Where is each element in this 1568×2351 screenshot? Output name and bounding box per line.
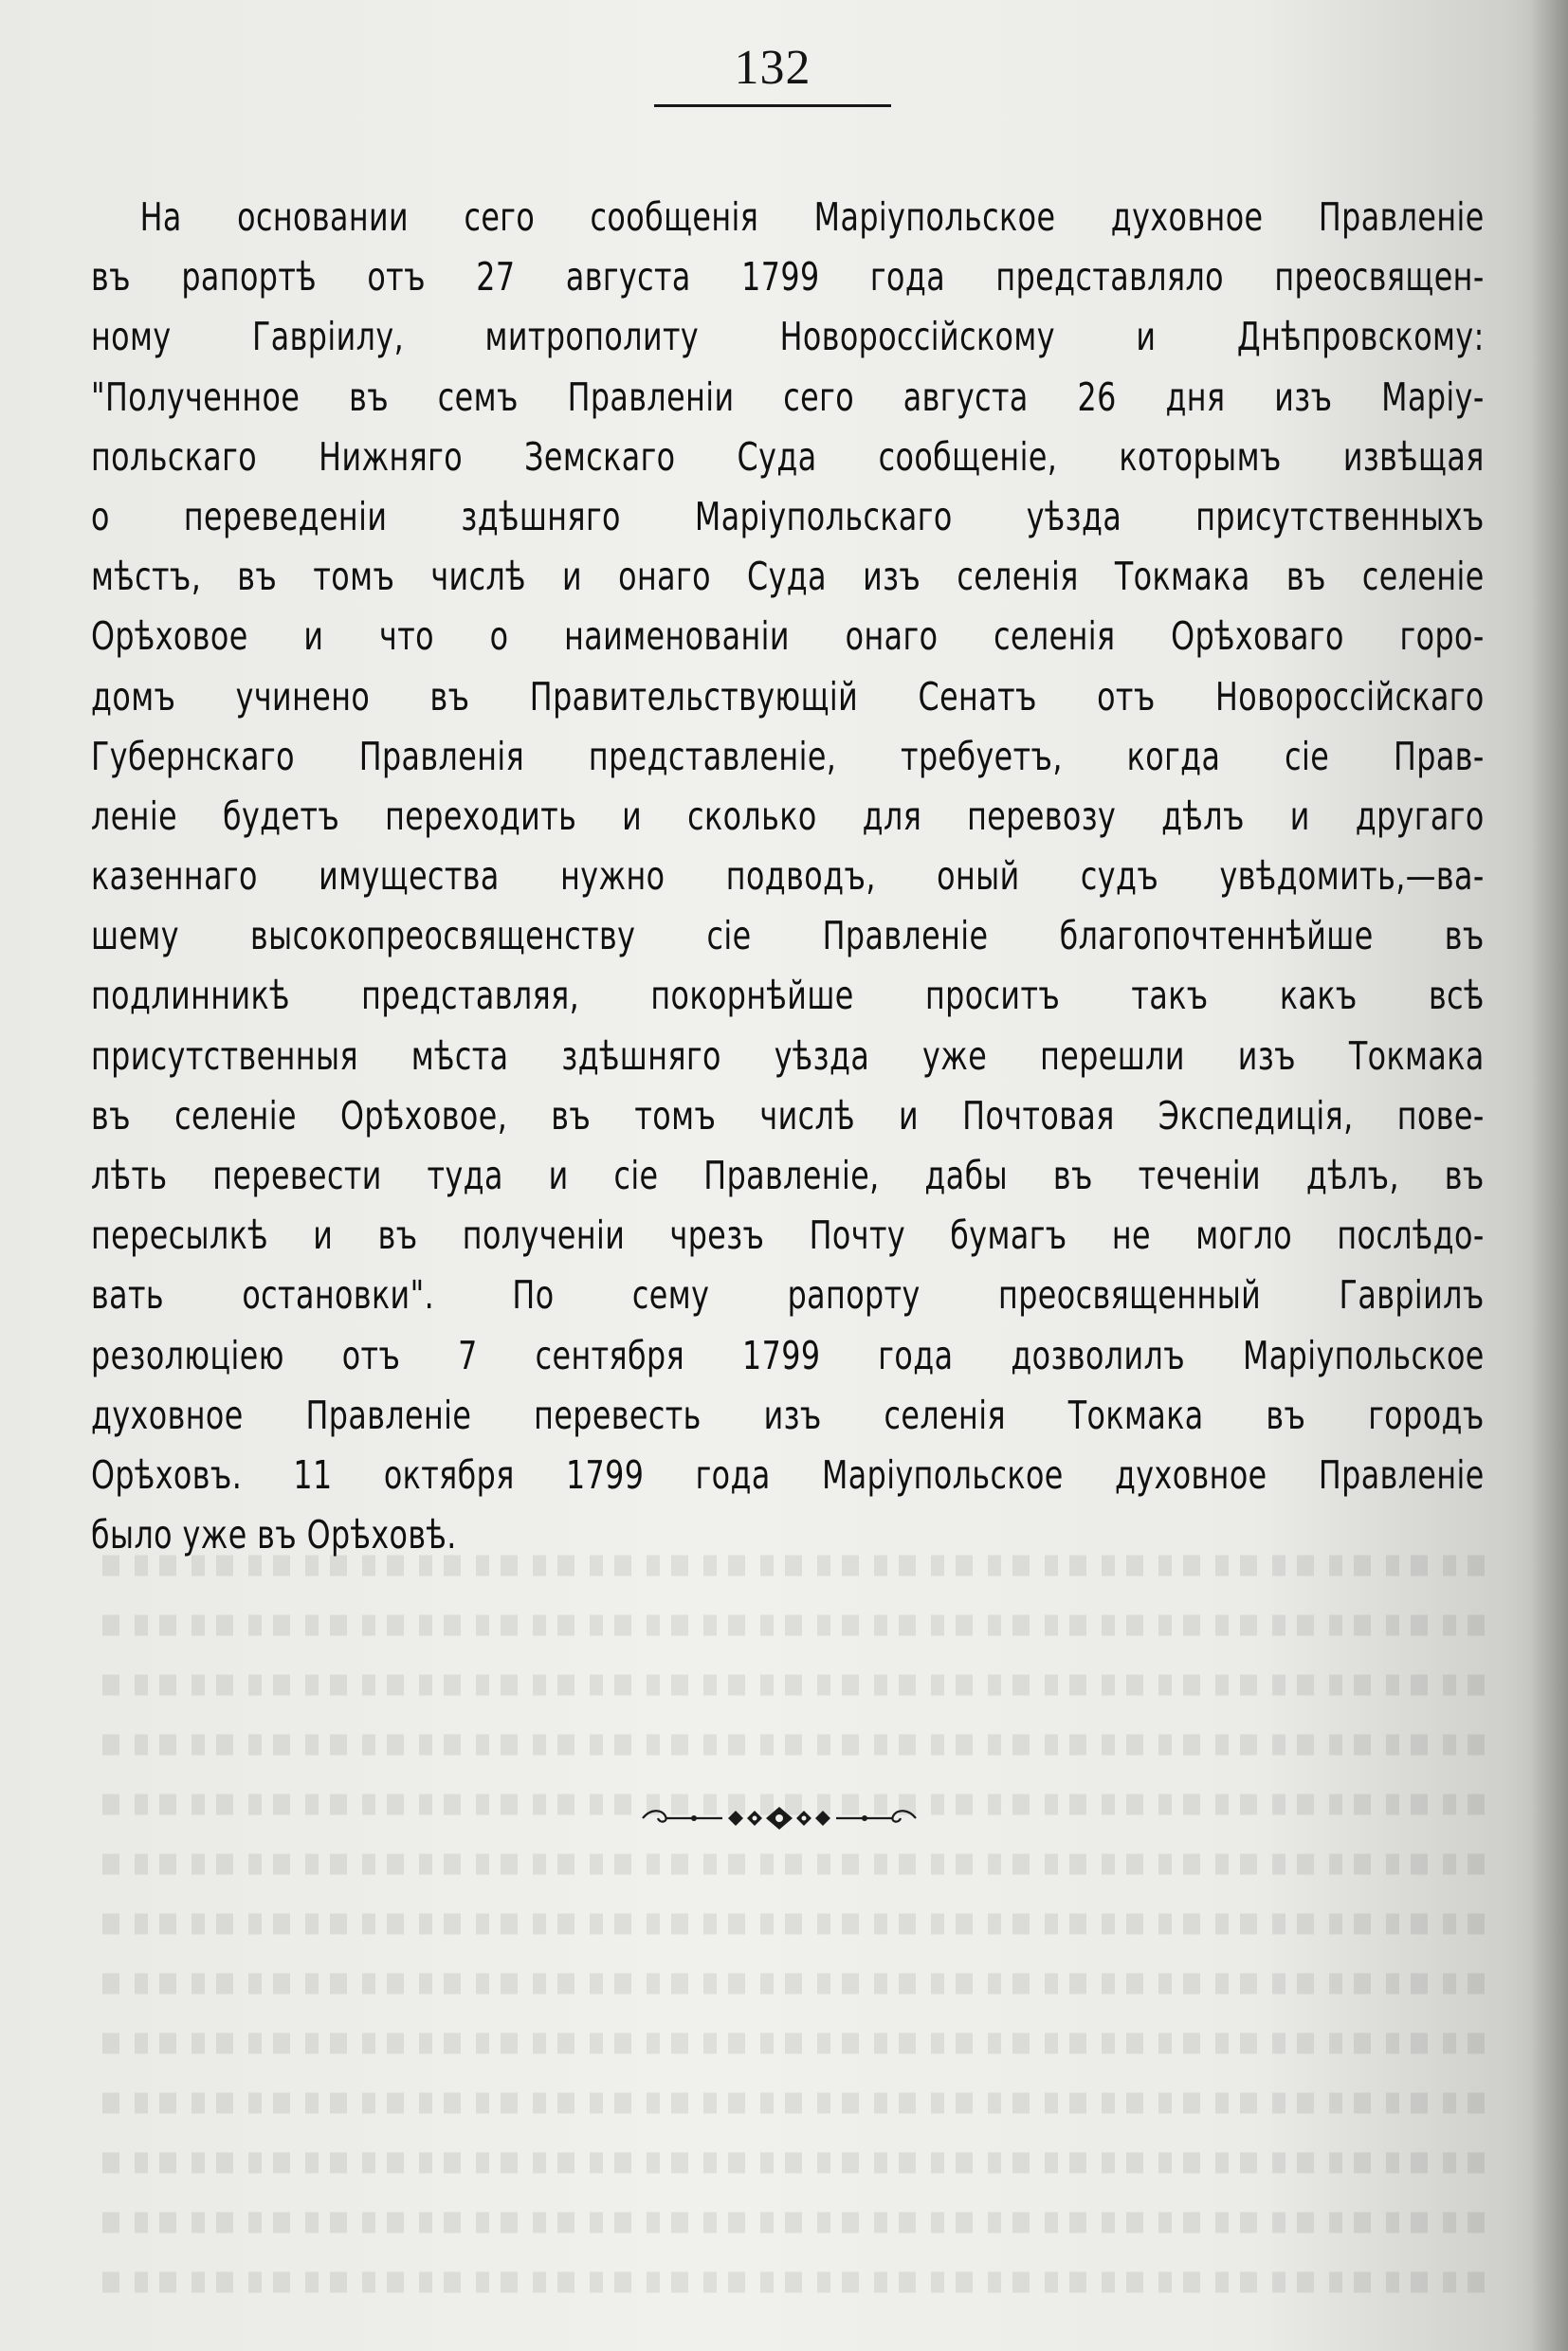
text-line: Орѣховъ. 11 октября 1799 года Маріупольское духовное Правленіе [91, 1451, 1485, 1498]
text-line: мѣстъ, въ томъ числѣ и онаго Суда изъ селенія Токмака въ селеніе [91, 554, 1485, 600]
text-line: лѣть перевести туда и сіе Правленіе, дабы въ теченіи дѣлъ, въ [91, 1153, 1485, 1198]
ornament-divider-icon [637, 1797, 921, 1835]
text-line: резолюціею отъ 7 сентября 1799 года дозволилъ Маріупольское [91, 1332, 1485, 1378]
text-line: Губернскаго Правленія представленіе, требуетъ, когда сіе Прав- [91, 733, 1485, 779]
text-line: Орѣховое и что о наименованіи онаго селенія Орѣховаго горо- [91, 613, 1485, 660]
text-line: ному Гавріилу, митрополиту Новороссійскому и Днѣпровскому: [91, 314, 1485, 360]
text-line: польскаго Нижняго Земскаго Суда сообщеніе, которымъ извѣщая [91, 433, 1485, 480]
text-line: вать остановки". По сему рапорту преосвященный Гавріилъ [91, 1272, 1485, 1319]
page-number-rule [654, 104, 891, 107]
page-edge-shadow [1530, 0, 1568, 2351]
text-line: въ селеніе Орѣховое, въ томъ числѣ и Почтовая Экспедиція, пове- [91, 1092, 1485, 1139]
text-line: о переведеніи здѣшняго Маріупольскаго уѣзда присутственныхъ [91, 493, 1485, 539]
text-line: было уже въ Орѣховѣ. [91, 1512, 457, 1558]
page-number: 132 [734, 41, 811, 95]
text-line: подлинникѣ представляя, покорнѣйше проситъ такъ какъ всѣ [91, 973, 1485, 1019]
text-line: "Полученное въ семъ Правленіи сего августа 26 дня изъ Маріу- [91, 374, 1485, 420]
text-line: шему высокопреосвященству сіе Правленіе благопочтеннѣйше въ [91, 913, 1485, 959]
text-line: На основании сего сообщенія Маріупольское духовное Правленіе [139, 194, 1485, 240]
body-text [91, 188, 1485, 1565]
text-line: присутственныя мѣста здѣшняго уѣзда уже перешли изъ Токмака [91, 1032, 1485, 1079]
text-line: пересылкѣ и въ полученіи чрезъ Почту бумагъ не могло послѣдо- [91, 1212, 1485, 1259]
text-line: леніе будетъ переходить и сколько для перевозу дѣлъ и другаго [91, 793, 1485, 839]
text-line: въ рапортѣ отъ 27 августа 1799 года представляло преосвящен- [91, 254, 1485, 301]
show-through-text [91, 1536, 1485, 2313]
text-line: духовное Правленіе перевесть изъ селенія Токмака въ городъ [91, 1392, 1485, 1438]
text-line: домъ учинено въ Правительствующій Сенатъ отъ Новороссійскаго [91, 673, 1485, 720]
text-line: казеннаго имущества нужно подводъ, оный судъ увѣдомить,—ва- [91, 853, 1485, 900]
